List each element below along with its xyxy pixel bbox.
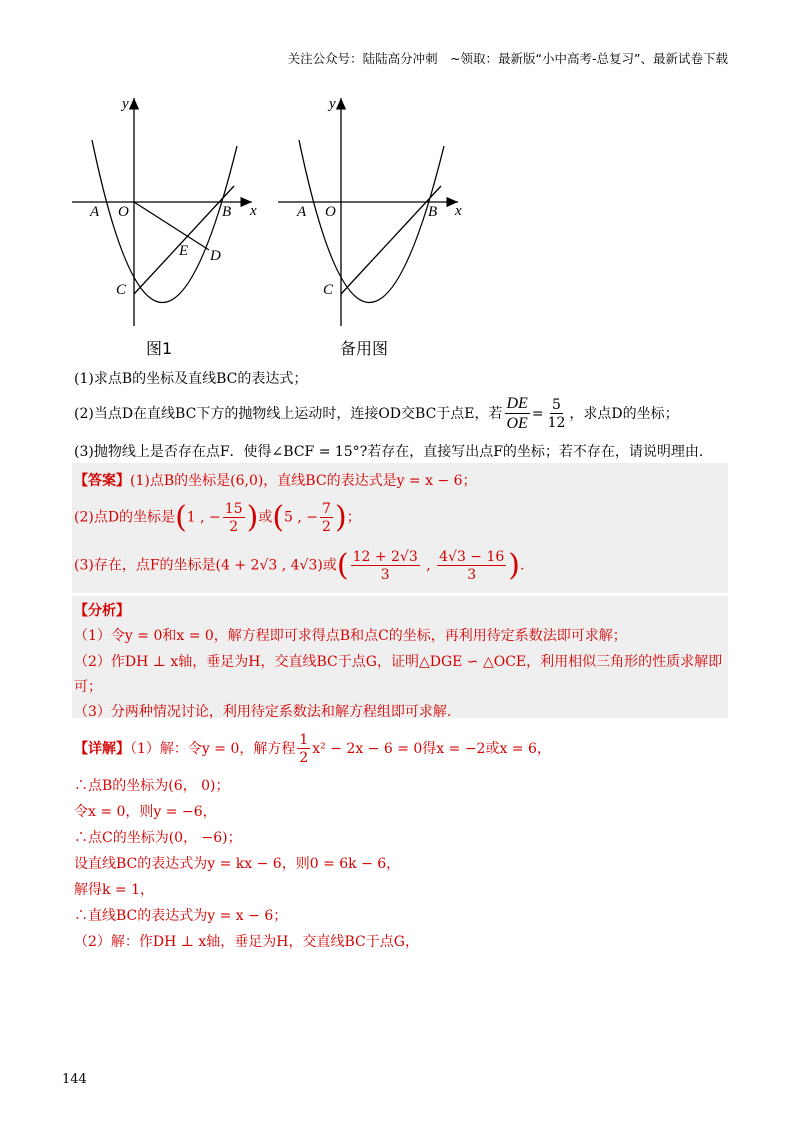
answer-2-text: (2)点D的坐标是 bbox=[74, 509, 176, 526]
label-o: O bbox=[118, 204, 129, 220]
answer-line-2: (2)点D的坐标是(1 , − $\frac{15}{2}$ )或(5 , − $\frac{7}{2}$ )； bbox=[74, 500, 361, 535]
fraction bbox=[437, 550, 506, 582]
end-text: ； bbox=[346, 509, 361, 526]
label-e: E bbox=[179, 243, 189, 259]
detail-line-4: ∴点C的坐标为(0， −6)； bbox=[74, 830, 242, 846]
answer-line-1 bbox=[74, 470, 477, 490]
analysis-line-2: （2）作DH ⊥ x轴，垂足为H，交直线BC于点G，证明△DGE ∽ △OCE，利用相似三角形的性质求解即 bbox=[74, 654, 723, 670]
end-text: . bbox=[520, 557, 525, 574]
fraction bbox=[320, 502, 333, 534]
frac-num: 4√3 − 16 bbox=[439, 548, 505, 565]
frac-num: 15 bbox=[224, 500, 243, 517]
frac-num: 1 bbox=[299, 732, 309, 748]
detail-line-5: 设直线BC的表达式为y = kx − 6，则0 = 6k − 6， bbox=[74, 856, 401, 872]
frac-den: 3 bbox=[380, 566, 390, 583]
figure-1-caption: 图1 bbox=[146, 339, 173, 358]
frac-den: 2 bbox=[229, 518, 239, 535]
page-header: 关注公众号：陆陆高分冲刺 ~领取：最新版“小中高考-总复习”、最新试卷下载 bbox=[287, 51, 728, 66]
detail-line-2: ∴点B的坐标为(6， 0)； bbox=[74, 778, 230, 794]
label-o: O bbox=[325, 204, 336, 220]
label-x: x bbox=[455, 203, 462, 219]
or-text: 或 bbox=[258, 509, 273, 526]
frac-den: 12 bbox=[547, 415, 566, 431]
page-number: 144 bbox=[62, 1072, 87, 1087]
label-x: x bbox=[250, 203, 257, 219]
frac-num: 12 + 2√3 bbox=[352, 548, 418, 565]
detail-line-8: （2）解：作DH ⊥ x轴，垂足为H，交直线BC于点G， bbox=[74, 934, 419, 950]
fraction-half bbox=[297, 733, 310, 765]
frac-den: 2 bbox=[299, 750, 309, 766]
analysis-tag: 【分析】 bbox=[74, 603, 130, 619]
frac-den: 2 bbox=[322, 518, 331, 535]
or-text: 或 bbox=[322, 557, 337, 574]
detail-text-end: x² − 2x − 6 = 0得x = −2或x = 6， bbox=[312, 741, 551, 757]
frac-num: DE bbox=[506, 395, 528, 412]
analysis-line-4: （3）分两种情况讨论，利用待定系数法和解方程组即可求解. bbox=[74, 704, 452, 720]
frac-den: 3 bbox=[467, 566, 477, 583]
label-b: B bbox=[222, 204, 232, 220]
parabola-curve bbox=[299, 140, 444, 303]
parabola-figures bbox=[62, 92, 482, 362]
frac-num: 5 bbox=[552, 397, 561, 413]
equals: = bbox=[531, 406, 544, 422]
answer-tag: 【答案】 bbox=[74, 473, 130, 489]
detail-line-7: ∴直线BC的表达式为y = x − 6； bbox=[74, 908, 288, 924]
label-b: B bbox=[428, 204, 438, 220]
label-y: y bbox=[329, 96, 336, 112]
detail-text: （1）解：令y = 0，解方程 bbox=[130, 741, 296, 757]
detail-line-1 bbox=[74, 733, 551, 765]
analysis-line-3: 可； bbox=[74, 679, 102, 695]
answer-line-3: (3)存在，点F的坐标是(4 + 2√3 , 4√3)或( $\frac{12 + 2√3}{3}$ , $\frac{4√3 - 16}{3}$ ). bbox=[74, 548, 525, 583]
fraction bbox=[351, 550, 420, 582]
point-2: 5 , − bbox=[284, 509, 319, 526]
label-y: y bbox=[122, 96, 129, 112]
figure-2-caption: 备用图 bbox=[340, 339, 389, 358]
q2-text: (2)当点D在直线BC下方的抛物线上运动时，连接OD交BC于点E，若 bbox=[74, 406, 503, 422]
analysis-line-1: （1）令y = 0和x = 0，解方程即可求得点B和点C的坐标，再利用待定系数法即可求解； bbox=[74, 628, 627, 644]
detail-line-3: 令x = 0，则y = −6， bbox=[74, 804, 217, 820]
frac-den: OE bbox=[506, 415, 528, 432]
fraction bbox=[223, 502, 245, 534]
point-1: 1 , − bbox=[186, 509, 221, 526]
label-a: A bbox=[297, 204, 307, 220]
label-a: A bbox=[90, 204, 100, 220]
question-3: (3)抛物线上是否存在点F．使得∠BCF = 15°?若存在，直接写出点F的坐标；若不存在，请说明理由. bbox=[74, 444, 704, 460]
fraction-value bbox=[546, 398, 568, 430]
question-2 bbox=[74, 396, 679, 432]
label-c: C bbox=[323, 282, 334, 298]
detail-tag: 【详解】 bbox=[74, 741, 130, 757]
answer-3-text: (3)存在，点F的坐标是 bbox=[74, 557, 216, 574]
point-f1: (4 + 2√3 , 4√3) bbox=[215, 557, 323, 574]
answer-1: (1)点B的坐标是(6,0)，直线BC的表达式是y = x − 6； bbox=[130, 473, 477, 489]
question-1: (1)求点B的坐标及直线BC的表达式； bbox=[74, 371, 308, 387]
q2-text-end: ，求点D的坐标； bbox=[569, 406, 679, 422]
detail-line-6: 解得k = 1， bbox=[74, 882, 155, 898]
label-c: C bbox=[116, 282, 127, 298]
label-d: D bbox=[210, 248, 221, 264]
fraction-de-oe bbox=[505, 396, 530, 432]
frac-num: 7 bbox=[322, 500, 331, 517]
